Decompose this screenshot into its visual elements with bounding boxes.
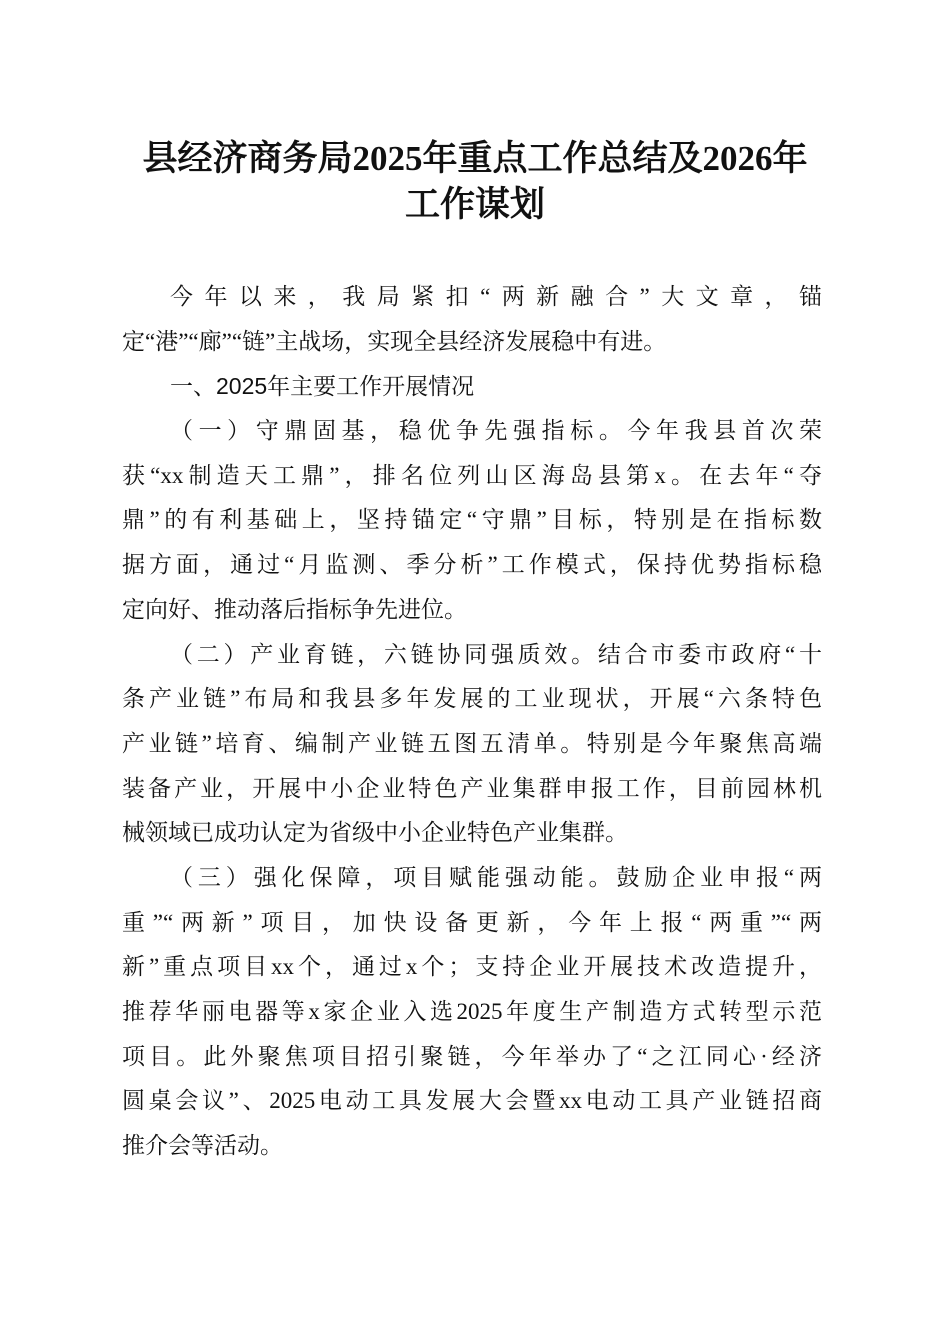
paragraph — [122, 409, 822, 632]
text-line: 今年以来，我局紧扣“两新融合”大文章，锚 — [170, 284, 822, 309]
text-line: 定向好、推动落后指标争先进位。 — [122, 596, 467, 622]
text-line: 械领域已成功认定为省级中小企业特色产业集群。 — [122, 820, 628, 846]
title-line-1: 县经济商务局2025年重点工作总结及2026年 — [142, 139, 808, 178]
text-line: 条产业链”布局和我县多年发展的工业现状，开展“六条特色 — [122, 686, 822, 712]
text-line: 装备产业，开展中小企业特色产业集群申报工作，目前园林机 — [122, 775, 822, 801]
text-line: （一）守鼎固基，稳优争先强指标。今年我县首次荣 — [170, 418, 822, 444]
section-heading — [122, 364, 822, 409]
text-line: 定“港”“廊”“链”主战场，实现全县经济发展稳中有进。 — [122, 328, 667, 354]
text-line: 新”重点项目xx个，通过x个；支持企业开展技术改造提升， — [122, 954, 822, 980]
text-line: 重”“两新”项目，加快设备更新，今年上报“两重”“两 — [122, 909, 822, 935]
text-line: 推荐华丽电器等x家企业入选2025年度生产制造方式转型示范 — [122, 999, 822, 1024]
text-line: （二）产业育链，六链协同强质效。结合市委市政府“十 — [170, 641, 822, 667]
title-line-2: 工作谋划 — [404, 185, 545, 224]
paragraph — [122, 856, 822, 1169]
text-line: 鼎”的有利基础上，坚持锚定“守鼎”目标，特别是在指标数 — [122, 507, 822, 533]
paragraph — [122, 633, 822, 856]
text-line: 据方面，通过“月监测、季分析”工作模式，保持优势指标稳 — [122, 552, 822, 578]
document-title — [0, 136, 950, 228]
text-line: 项目。此外聚焦项目招引聚链，今年举办了“之江同心·经济 — [122, 1043, 822, 1069]
paragraph — [122, 275, 822, 364]
text-line: 产业链”培育、编制产业链五图五清单。特别是今年聚焦高端 — [122, 730, 822, 756]
text-line: 一、2025年主要工作开展情况 — [170, 373, 475, 400]
text-line: 推介会等活动。 — [122, 1133, 283, 1159]
text-line: 圆桌会议”、2025电动工具发展大会暨xx电动工具产业链招商 — [122, 1088, 822, 1114]
document-body — [122, 275, 822, 1169]
text-line: （三）强化保障，项目赋能强动能。鼓励企业申报“两 — [170, 864, 822, 890]
text-line: 获“xx制造天工鼎”，排名位列山区海岛县第x。在去年“夺 — [122, 462, 822, 488]
